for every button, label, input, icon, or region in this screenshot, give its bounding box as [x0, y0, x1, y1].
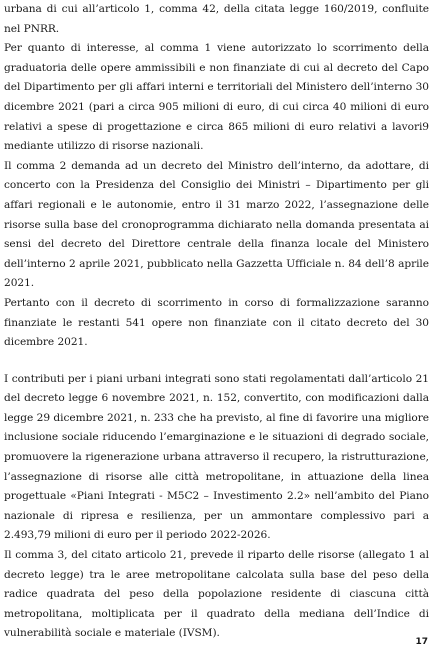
paragraph-comma-1: Per quanto di interesse, al comma 1 viene autorizzato lo scorrimento della graduatoria delle opere ammissibili e non finanziate di cui al decreto del Capo del Dipartimento per gli affari interni e territoriali del Ministero dell’interno 30 dicembre 2021 (pari a circa 905 milioni di euro, di cui circa 40 milioni di euro relativi a spese di progettazione e circa 865 milioni di euro relativi a lavori9 mediante utilizzo di risorse nazionali. [4, 42, 429, 153]
page-number: 17 [415, 637, 428, 647]
paragraph-comma-3: Il comma 3, del citato articolo 21, prevede il riparto delle risorse (allegato 1 al decreto legge) tra le aree metropolitane calcolata sulla base del peso della radice quadrata del peso della popolazione residente di ciascuna città metropolitana, moltiplicata per il quadrato della mediana dell’Indice di vulnerabilità sociale e materiale (IVSM). [4, 549, 429, 640]
section-spacer [4, 353, 429, 370]
paragraph-continuation: urbana di cui all’articolo 1, comma 42, della citata legge 160/2019, confluite nel PNRR. [4, 3, 429, 35]
document-page [4, 0, 429, 644]
paragraph-comma-2: Il comma 2 demanda ad un decreto del Ministro dell’interno, da adottare, di concerto con la Presidenza del Consiglio dei Ministri – Dipartimento per gli affari regionali e le autonomie, entro il 31 marzo 2022, l’assegnazione delle risorse sulla base del cronoprogramma dichiarato nella domanda presentata ai sensi del decreto del Direttore centrale della finanza locale del Ministero dell’interno 2 aprile 2021, pubblicato nella Gazzetta Ufficiale n. 84 dell’8 aprile 2021. [4, 159, 429, 290]
paragraph-piani-urbani: I contributi per i piani urbani integrati sono stati regolamentati dall’articolo 21 del decreto legge 6 novembre 2021, n. 152, convertito, con modificazioni dalla legge 29 dicembre 2021, n. 233 che ha previsto, al fine di favorire una migliore inclusione sociale riducendo l’emarginazione e le situazioni di degrado sociale, promuovere la rigenerazione urbana attraverso il recupero, la ristrutturazione, l’assegnazione di risorse alle città metropolitane, in attuazione della linea progettuale «Piani Integrati - M5C2 – Investimento 2.2» nell’ambito del Piano nazionale di ripresa e resilienza, per un ammontare complessivo pari a 2.493,79 milioni di euro per il periodo 2022-2026. [4, 372, 429, 542]
paragraph-scorrimento: Pertanto con il decreto di scorrimento in corso di formalizzazione saranno finanziate le restanti 541 opere non finanziate con il citato decreto del 30 dicembre 2021. [4, 296, 429, 349]
